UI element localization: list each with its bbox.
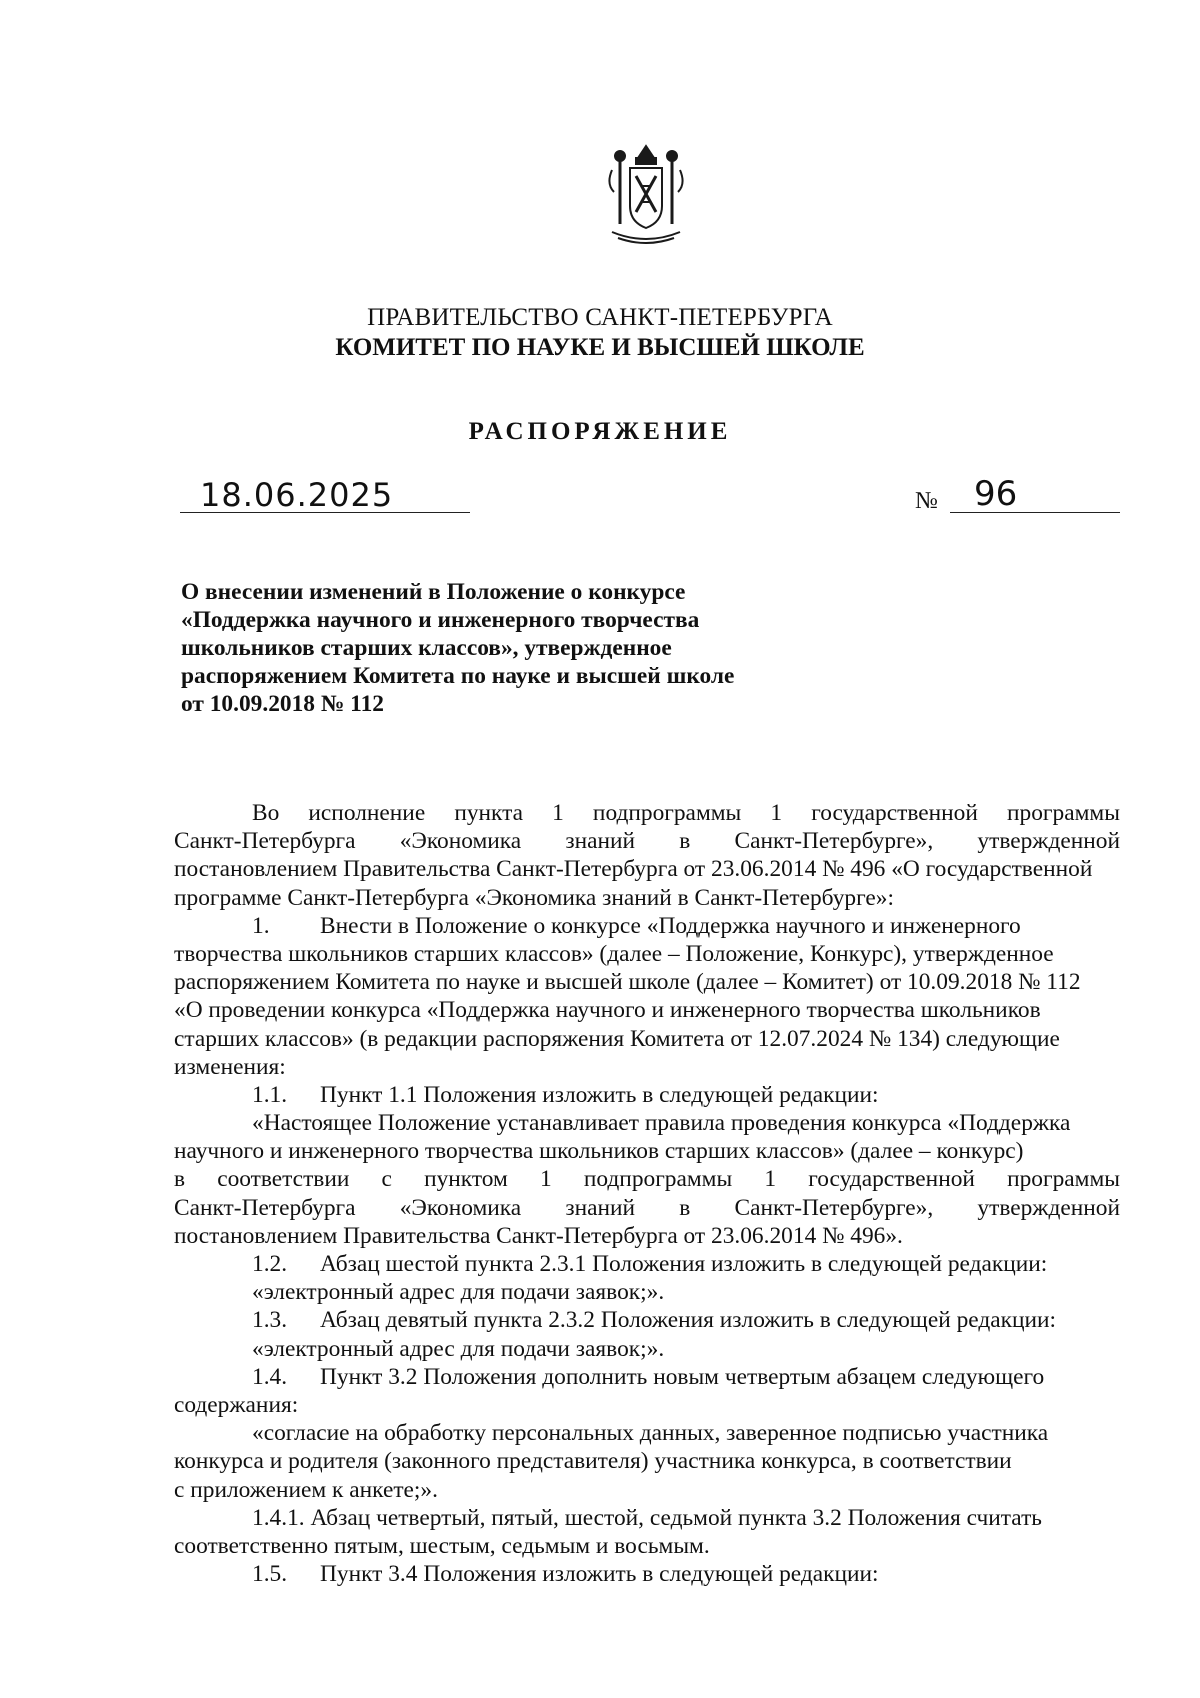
clause-number: 1. [252, 912, 270, 939]
clause-number: 1.2. [252, 1251, 288, 1277]
body-line [174, 1306, 1120, 1334]
body-line: соответственно пятым, шестым, седьмым и восьмым. [174, 1532, 710, 1559]
word: государственной [808, 1166, 975, 1193]
body-line: распоряжением Комитета по науке и высшей школе (далее – Комитет) от 10.09.2018 № 112 [174, 969, 1081, 996]
clause-number: 1.5. [252, 1561, 288, 1588]
body-line: с приложением к анкете;». [174, 1476, 438, 1503]
document-body [174, 799, 1120, 1588]
clause-text: Внести в Положение о конкурсе «Поддержка научного и инженерного [320, 912, 1021, 939]
word: пункта [454, 800, 523, 826]
coat-of-arms-icon [602, 140, 690, 244]
handwritten-date: 18.06.2025 [200, 476, 394, 514]
word: Санкт-Петербурга [174, 828, 356, 855]
clause-number: 1.4. [252, 1363, 288, 1390]
word: программы [1007, 800, 1120, 826]
clause-text: Пункт 3.4 Положения изложить в следующей редакции: [320, 1561, 879, 1588]
body-line [174, 1194, 1120, 1222]
body-line: 1.4.1. Абзац четвертый, пятый, шестой, седьмой пункта 3.2 Положения считать [252, 1504, 1042, 1531]
body-line: научного и инженерного творчества школьников старших классов» (далее – конкурс) [174, 1138, 1024, 1165]
body-line: постановлением Правительства Санкт-Петербурга от 23.06.2014 № 496 «О государственной [174, 856, 1093, 883]
body-line: содержания: [174, 1391, 299, 1418]
date-field [180, 476, 470, 514]
body-line [174, 1560, 1120, 1588]
body-line: «Настоящее Положение устанавливает правила проведения конкурса «Поддержка [252, 1110, 1071, 1137]
word: Санкт-Петербурга [174, 1194, 356, 1221]
clause-text: Абзац девятый пункта 2.3.2 Положения изложить в следующей редакции: [320, 1307, 1057, 1334]
word: утвержденной [977, 1194, 1120, 1221]
clause-text: Пункт 3.2 Положения дополнить новым четвертым абзацем следующего [320, 1363, 1045, 1390]
subject-line: от 10.09.2018 № 112 [181, 691, 384, 717]
word: «Экономика [399, 1194, 522, 1221]
word: соответствии [217, 1166, 350, 1193]
document-subject [181, 578, 781, 718]
word: подпрограммы [592, 800, 742, 826]
body-line [174, 1363, 1120, 1391]
word: подпрограммы [583, 1166, 733, 1193]
word: исполнение [308, 800, 426, 826]
word: с [381, 1166, 392, 1193]
body-line [174, 1081, 1120, 1109]
body-line [174, 827, 1120, 855]
number-field [950, 474, 1120, 514]
word: Санкт-Петербурге», [734, 1194, 934, 1221]
word: государственной [811, 800, 978, 826]
word: знаний [565, 828, 636, 855]
body-line: творчества школьников старших классов» (далее – Положение, Конкурс), утвержденное [174, 940, 1054, 967]
clause-text: Пункт 1.1 Положения изложить в следующей редакции: [320, 1081, 879, 1108]
body-line [174, 1165, 1120, 1193]
subject-line: распоряжением Комитета по науке и высшей школе [181, 663, 735, 689]
word: знаний [565, 1194, 636, 1221]
word: в [679, 1194, 691, 1221]
body-line: «согласие на обработку персональных данных, заверенное подписью участника [252, 1420, 1049, 1447]
body-line: «О проведении конкурса «Поддержка научного и инженерного творчества школьников [174, 997, 1041, 1024]
subject-line: школьников старших классов», утвержденное [181, 635, 672, 661]
word: утвержденной [977, 828, 1120, 855]
clause-text: Абзац шестой пункта 2.3.1 Положения изложить в следующей редакции: [320, 1251, 1048, 1277]
word: 1 [770, 800, 783, 826]
body-line [174, 1250, 1120, 1278]
word: в [174, 1166, 186, 1193]
word: Санкт-Петербурге», [734, 828, 934, 855]
subject-line: О внесении изменений в Положение о конкурсе [181, 579, 686, 605]
word: 1 [764, 1166, 777, 1193]
word: «Экономика [399, 828, 522, 855]
body-line [174, 912, 1120, 940]
body-line: «электронный адрес для подачи заявок;». [252, 1335, 665, 1362]
word: пунктом [424, 1166, 508, 1193]
number-sign: № [915, 488, 938, 514]
clause-number: 1.3. [252, 1307, 288, 1334]
word: Во [252, 800, 280, 826]
body-line [174, 799, 1120, 827]
government-title: ПРАВИТЕЛЬСТВО САНКТ-ПЕТЕРБУРГА [367, 304, 833, 331]
body-line: изменения: [174, 1053, 286, 1080]
subject-line: «Поддержка научного и инженерного творчества [181, 607, 700, 633]
handwritten-number: 96 [974, 474, 1018, 514]
body-line: старших классов» (в редакции распоряжения Комитета от 12.07.2024 № 134) следующие [174, 1025, 1060, 1052]
body-line: «электронный адрес для подачи заявок;». [252, 1279, 665, 1306]
word: 1 [552, 800, 564, 826]
word: 1 [540, 1166, 552, 1193]
body-line: постановлением Правительства Санкт-Петербурга от 23.06.2014 № 496». [174, 1222, 903, 1249]
committee-title: КОМИТЕТ ПО НАУКЕ И ВЫСШЕЙ ШКОЛЕ [335, 334, 865, 361]
body-line: конкурса и родителя (законного представителя) участника конкурса, в соответствии [174, 1448, 1012, 1475]
clause-number: 1.1. [252, 1081, 288, 1108]
word: в [679, 828, 691, 855]
body-line: программе Санкт-Петербурга «Экономика знаний в Санкт-Петербурге»: [174, 884, 894, 911]
document-type-title: РАСПОРЯЖЕНИЕ [468, 418, 732, 445]
word: программы [1007, 1166, 1120, 1193]
